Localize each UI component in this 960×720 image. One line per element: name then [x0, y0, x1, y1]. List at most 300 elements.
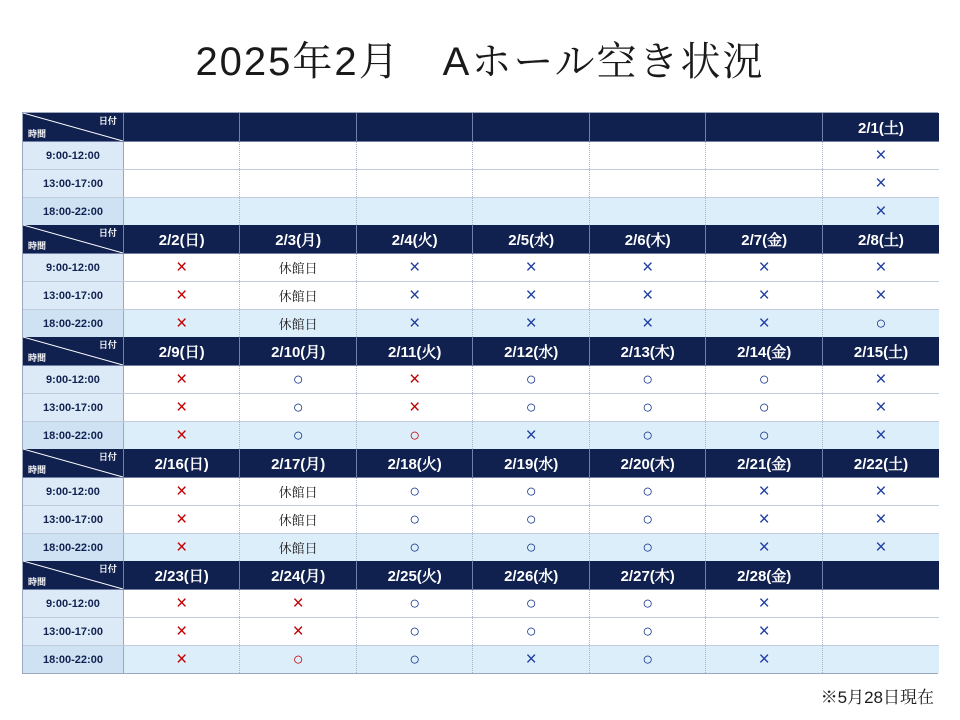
- availability-cell[interactable]: [589, 618, 706, 646]
- cell-available: ○: [875, 312, 887, 333]
- cell-available: ○: [409, 536, 421, 557]
- availability-cell[interactable]: [473, 254, 590, 282]
- availability-cell[interactable]: [240, 282, 357, 310]
- cell-closed: 休館日: [278, 288, 318, 304]
- availability-tables: [22, 112, 938, 674]
- availability-cell[interactable]: [473, 170, 590, 198]
- cell-closed: 休館日: [278, 260, 318, 276]
- cell-available: ○: [642, 620, 654, 641]
- availability-cell[interactable]: [356, 534, 473, 562]
- availability-cell[interactable]: [123, 478, 240, 506]
- header-date-label: 日付: [98, 228, 117, 238]
- cell-empty: [762, 147, 766, 164]
- cell-unavailable: ×: [875, 508, 887, 530]
- availability-cell[interactable]: [706, 282, 823, 310]
- availability-cell[interactable]: [473, 478, 590, 506]
- availability-cell[interactable]: [123, 310, 240, 338]
- cell-available: ○: [642, 480, 654, 501]
- table-row: [23, 478, 939, 506]
- availability-cell[interactable]: [589, 422, 706, 450]
- availability-cell[interactable]: [123, 590, 240, 618]
- week-table: [23, 449, 939, 561]
- table-row: [23, 394, 939, 422]
- availability-cell[interactable]: [589, 282, 706, 310]
- cell-unavailable: ×: [875, 200, 887, 222]
- cell-unavailable: ×: [525, 424, 537, 446]
- time-slot-label: 9:00-12:00: [23, 254, 123, 282]
- availability-cell[interactable]: [589, 394, 706, 422]
- header-day-cell: 2/12(水): [473, 337, 590, 366]
- availability-cell[interactable]: [822, 310, 939, 338]
- header-day-cell: 2/3(月): [240, 225, 357, 254]
- cell-unavailable: ×: [758, 648, 770, 670]
- cell-unavailable: ×: [176, 284, 188, 306]
- availability-cell[interactable]: [822, 394, 939, 422]
- availability-cell[interactable]: [589, 478, 706, 506]
- cell-empty: [179, 147, 183, 164]
- page-title: 2025年2月 Aホール空き状況: [195, 40, 765, 84]
- header-day-cell: 2/13(木): [589, 337, 706, 366]
- availability-cell[interactable]: [822, 282, 939, 310]
- availability-cell[interactable]: [123, 646, 240, 674]
- availability-cell[interactable]: [706, 170, 823, 198]
- cell-unavailable: ×: [176, 312, 188, 334]
- availability-cell[interactable]: [822, 170, 939, 198]
- time-slot-label: 13:00-17:00: [23, 282, 123, 310]
- cell-available: ○: [642, 648, 654, 669]
- availability-cell[interactable]: [356, 394, 473, 422]
- cell-unavailable: ×: [758, 536, 770, 558]
- cell-available: ○: [409, 648, 421, 669]
- week-table: [23, 225, 939, 337]
- cell-closed: 休館日: [278, 316, 318, 332]
- week-table: [23, 113, 939, 225]
- time-slot-label: 18:00-22:00: [23, 534, 123, 562]
- availability-cell[interactable]: [589, 506, 706, 534]
- cell-available: ○: [409, 620, 421, 641]
- availability-cell[interactable]: [822, 646, 939, 674]
- time-slot-label: 18:00-22:00: [23, 198, 123, 226]
- header-day-cell: [822, 561, 939, 590]
- cell-unavailable: ×: [875, 396, 887, 418]
- availability-cell[interactable]: [240, 422, 357, 450]
- cell-unavailable: ×: [875, 368, 887, 390]
- availability-cell[interactable]: [473, 310, 590, 338]
- time-slot-label: 9:00-12:00: [23, 590, 123, 618]
- cell-unavailable: ×: [176, 592, 188, 614]
- cell-available: ○: [409, 424, 421, 445]
- availability-cell[interactable]: [123, 198, 240, 226]
- availability-cell[interactable]: [356, 422, 473, 450]
- availability-cell[interactable]: [123, 282, 240, 310]
- cell-unavailable: ×: [176, 256, 188, 278]
- cell-unavailable: ×: [642, 256, 654, 278]
- cell-available: ○: [292, 368, 304, 389]
- time-slot-label: 13:00-17:00: [23, 506, 123, 534]
- cell-unavailable: ×: [875, 480, 887, 502]
- cell-unavailable: ×: [176, 368, 188, 390]
- table-row: [23, 254, 939, 282]
- cell-empty: [296, 203, 300, 220]
- header-date-label: 日付: [98, 452, 117, 462]
- header-day-cell: 2/19(水): [473, 449, 590, 478]
- availability-cell[interactable]: [706, 478, 823, 506]
- cell-available: ○: [525, 592, 537, 613]
- header-time-label: 時間: [28, 353, 47, 363]
- cell-unavailable: ×: [642, 284, 654, 306]
- cell-unavailable: ×: [642, 312, 654, 334]
- availability-cell[interactable]: [473, 618, 590, 646]
- cell-available: ○: [292, 396, 304, 417]
- availability-cell[interactable]: [473, 590, 590, 618]
- availability-cell[interactable]: [822, 590, 939, 618]
- header-corner: [23, 449, 123, 478]
- table-row: [23, 646, 939, 674]
- availability-cell[interactable]: [706, 422, 823, 450]
- time-slot-label: 18:00-22:00: [23, 310, 123, 338]
- time-slot-label: 18:00-22:00: [23, 422, 123, 450]
- cell-empty: [179, 175, 183, 192]
- cell-unavailable: ×: [176, 536, 188, 558]
- availability-cell[interactable]: [706, 254, 823, 282]
- availability-cell[interactable]: [706, 366, 823, 394]
- cell-available: ○: [409, 592, 421, 613]
- cell-unavailable: ×: [875, 144, 887, 166]
- cell-unavailable: ×: [758, 480, 770, 502]
- cell-available: ○: [525, 480, 537, 501]
- cell-empty: [529, 203, 533, 220]
- header-day-cell: [706, 113, 823, 142]
- cell-available: ○: [409, 480, 421, 501]
- availability-cell[interactable]: [473, 506, 590, 534]
- availability-cell[interactable]: [356, 478, 473, 506]
- cell-unavailable: ×: [409, 368, 421, 390]
- availability-cell[interactable]: [822, 618, 939, 646]
- cell-available: ○: [642, 368, 654, 389]
- header-day-cell: 2/20(木): [589, 449, 706, 478]
- footnote: ※5月28日現在: [820, 688, 934, 707]
- header-day-cell: 2/5(水): [473, 225, 590, 254]
- table-row: [23, 198, 939, 226]
- cell-empty: [179, 203, 183, 220]
- availability-cell[interactable]: [822, 422, 939, 450]
- table-header-row: [23, 113, 939, 142]
- availability-cell[interactable]: [473, 422, 590, 450]
- cell-empty: [412, 203, 416, 220]
- cell-closed: 休館日: [278, 484, 318, 500]
- header-day-cell: 2/28(金): [706, 561, 823, 590]
- table-row: [23, 170, 939, 198]
- cell-unavailable: ×: [758, 312, 770, 334]
- availability-cell[interactable]: [123, 422, 240, 450]
- cell-available: ○: [758, 424, 770, 445]
- cell-unavailable: ×: [176, 424, 188, 446]
- header-day-cell: 2/21(金): [706, 449, 823, 478]
- cell-available: ○: [525, 368, 537, 389]
- availability-cell[interactable]: [473, 282, 590, 310]
- cell-unavailable: ×: [525, 312, 537, 334]
- header-day-cell: 2/22(土): [822, 449, 939, 478]
- cell-empty: [762, 203, 766, 220]
- availability-cell[interactable]: [240, 478, 357, 506]
- cell-available: ○: [525, 396, 537, 417]
- cell-empty: [645, 175, 649, 192]
- table-row: [23, 282, 939, 310]
- cell-unavailable: ×: [758, 284, 770, 306]
- cell-closed: 休館日: [278, 540, 318, 556]
- cell-unavailable: ×: [409, 256, 421, 278]
- header-day-cell: 2/2(日): [123, 225, 240, 254]
- cell-unavailable: ×: [176, 508, 188, 530]
- header-day-cell: [240, 113, 357, 142]
- cell-unavailable: ×: [758, 508, 770, 530]
- cell-available: ○: [292, 648, 304, 669]
- header-day-cell: 2/25(火): [356, 561, 473, 590]
- availability-cell[interactable]: [822, 366, 939, 394]
- table-row: [23, 422, 939, 450]
- header-day-cell: 2/15(土): [822, 337, 939, 366]
- cell-unavailable: ×: [758, 592, 770, 614]
- availability-cell[interactable]: [123, 142, 240, 170]
- availability-cell[interactable]: [706, 198, 823, 226]
- table-row: [23, 142, 939, 170]
- availability-cell[interactable]: [473, 198, 590, 226]
- header-day-cell: 2/16(日): [123, 449, 240, 478]
- cell-unavailable: ×: [176, 480, 188, 502]
- availability-cell[interactable]: [356, 254, 473, 282]
- availability-cell[interactable]: [356, 310, 473, 338]
- availability-cell[interactable]: [473, 366, 590, 394]
- availability-cell[interactable]: [356, 506, 473, 534]
- cell-empty: [412, 147, 416, 164]
- header-day-cell: 2/27(木): [589, 561, 706, 590]
- cell-unavailable: ×: [525, 648, 537, 670]
- cell-unavailable: ×: [875, 256, 887, 278]
- cell-available: ○: [642, 396, 654, 417]
- availability-cell[interactable]: [473, 142, 590, 170]
- availability-cell[interactable]: [356, 646, 473, 674]
- cell-available: ○: [758, 396, 770, 417]
- time-slot-label: 9:00-12:00: [23, 366, 123, 394]
- table-row: [23, 506, 939, 534]
- header-corner: [23, 225, 123, 254]
- availability-cell[interactable]: [589, 198, 706, 226]
- availability-cell[interactable]: [589, 170, 706, 198]
- availability-cell[interactable]: [240, 142, 357, 170]
- time-slot-label: 13:00-17:00: [23, 618, 123, 646]
- availability-cell[interactable]: [822, 534, 939, 562]
- availability-cell[interactable]: [706, 142, 823, 170]
- availability-cell[interactable]: [822, 478, 939, 506]
- header-day-cell: 2/8(土): [822, 225, 939, 254]
- header-time-label: 時間: [28, 577, 47, 587]
- availability-cell[interactable]: [356, 366, 473, 394]
- header-day-cell: 2/1(土): [822, 113, 939, 142]
- availability-cell[interactable]: [123, 254, 240, 282]
- cell-unavailable: ×: [875, 172, 887, 194]
- cell-unavailable: ×: [875, 284, 887, 306]
- cell-unavailable: ×: [758, 256, 770, 278]
- availability-cell[interactable]: [123, 506, 240, 534]
- availability-cell[interactable]: [123, 534, 240, 562]
- availability-cell[interactable]: [822, 254, 939, 282]
- cell-unavailable: ×: [409, 312, 421, 334]
- cell-empty: [529, 147, 533, 164]
- availability-cell[interactable]: [589, 366, 706, 394]
- time-slot-label: 9:00-12:00: [23, 142, 123, 170]
- availability-cell[interactable]: [240, 534, 357, 562]
- week-table: [23, 337, 939, 449]
- time-slot-label: 9:00-12:00: [23, 478, 123, 506]
- availability-cell[interactable]: [589, 534, 706, 562]
- cell-unavailable: ×: [525, 284, 537, 306]
- cell-available: ○: [292, 424, 304, 445]
- header-day-cell: 2/6(木): [589, 225, 706, 254]
- time-slot-label: 13:00-17:00: [23, 394, 123, 422]
- header-day-cell: 2/24(月): [240, 561, 357, 590]
- cell-available: ○: [642, 536, 654, 557]
- availability-cell[interactable]: [706, 646, 823, 674]
- availability-cell[interactable]: [589, 590, 706, 618]
- availability-cell[interactable]: [356, 170, 473, 198]
- availability-cell[interactable]: [240, 394, 357, 422]
- cell-closed: 休館日: [278, 512, 318, 528]
- cell-empty: [879, 651, 883, 668]
- header-day-cell: 2/17(月): [240, 449, 357, 478]
- header-day-cell: 2/23(日): [123, 561, 240, 590]
- cell-empty: [296, 147, 300, 164]
- availability-cell[interactable]: [356, 198, 473, 226]
- cell-unavailable: ×: [176, 648, 188, 670]
- cell-available: ○: [525, 620, 537, 641]
- header-time-label: 時間: [28, 465, 47, 475]
- cell-empty: [529, 175, 533, 192]
- table-row: [23, 366, 939, 394]
- availability-cell[interactable]: [356, 618, 473, 646]
- header-day-cell: [356, 113, 473, 142]
- table-header-row: [23, 561, 939, 590]
- header-day-cell: 2/10(月): [240, 337, 357, 366]
- availability-cell[interactable]: [240, 170, 357, 198]
- availability-cell[interactable]: [240, 254, 357, 282]
- availability-cell[interactable]: [123, 366, 240, 394]
- availability-cell[interactable]: [473, 646, 590, 674]
- availability-cell[interactable]: [356, 282, 473, 310]
- cell-unavailable: ×: [292, 620, 304, 642]
- availability-cell[interactable]: [240, 310, 357, 338]
- cell-available: ○: [409, 508, 421, 529]
- table-header-row: [23, 337, 939, 366]
- availability-cell[interactable]: [123, 394, 240, 422]
- cell-empty: [879, 595, 883, 612]
- availability-cell[interactable]: [822, 506, 939, 534]
- availability-cell[interactable]: [473, 534, 590, 562]
- availability-cell[interactable]: [706, 506, 823, 534]
- table-row: [23, 618, 939, 646]
- cell-available: ○: [642, 424, 654, 445]
- header-date-label: 日付: [98, 116, 117, 126]
- table-row: [23, 534, 939, 562]
- availability-cell[interactable]: [706, 534, 823, 562]
- availability-cell[interactable]: [240, 590, 357, 618]
- cell-unavailable: ×: [875, 536, 887, 558]
- availability-cell[interactable]: [356, 142, 473, 170]
- cell-available: ○: [758, 368, 770, 389]
- table-header-row: [23, 449, 939, 478]
- header-day-cell: [123, 113, 240, 142]
- cell-available: ○: [642, 592, 654, 613]
- availability-cell[interactable]: [356, 590, 473, 618]
- header-day-cell: 2/7(金): [706, 225, 823, 254]
- table-row: [23, 590, 939, 618]
- week-table: [23, 561, 939, 673]
- availability-cell[interactable]: [589, 142, 706, 170]
- availability-cell[interactable]: [706, 394, 823, 422]
- availability-cell[interactable]: [240, 366, 357, 394]
- cell-unavailable: ×: [875, 424, 887, 446]
- availability-cell[interactable]: [822, 142, 939, 170]
- availability-cell[interactable]: [706, 618, 823, 646]
- cell-unavailable: ×: [176, 396, 188, 418]
- cell-empty: [762, 175, 766, 192]
- availability-cell[interactable]: [589, 310, 706, 338]
- header-time-label: 時間: [28, 129, 47, 139]
- cell-available: ○: [525, 508, 537, 529]
- cell-empty: [879, 623, 883, 640]
- header-corner: [23, 561, 123, 590]
- cell-empty: [412, 175, 416, 192]
- cell-unavailable: ×: [292, 592, 304, 614]
- table-row: [23, 310, 939, 338]
- header-day-cell: 2/26(水): [473, 561, 590, 590]
- cell-empty: [645, 147, 649, 164]
- cell-available: ○: [642, 508, 654, 529]
- availability-cell[interactable]: [240, 506, 357, 534]
- availability-cell[interactable]: [240, 618, 357, 646]
- time-slot-label: 18:00-22:00: [23, 646, 123, 674]
- header-day-cell: 2/9(日): [123, 337, 240, 366]
- cell-unavailable: ×: [409, 396, 421, 418]
- availability-cell[interactable]: [822, 198, 939, 226]
- cell-empty: [645, 203, 649, 220]
- availability-cell[interactable]: [589, 646, 706, 674]
- availability-cell[interactable]: [240, 198, 357, 226]
- header-day-cell: 2/4(火): [356, 225, 473, 254]
- cell-unavailable: ×: [525, 256, 537, 278]
- table-header-row: [23, 225, 939, 254]
- header-day-cell: 2/18(火): [356, 449, 473, 478]
- header-time-label: 時間: [28, 241, 47, 251]
- availability-cell[interactable]: [706, 590, 823, 618]
- header-date-label: 日付: [98, 564, 117, 574]
- header-corner: [23, 337, 123, 366]
- availability-cell[interactable]: [123, 170, 240, 198]
- header-day-cell: [589, 113, 706, 142]
- cell-unavailable: ×: [176, 620, 188, 642]
- header-date-label: 日付: [98, 340, 117, 350]
- time-slot-label: 13:00-17:00: [23, 170, 123, 198]
- availability-cell[interactable]: [123, 618, 240, 646]
- availability-cell[interactable]: [589, 254, 706, 282]
- header-day-cell: [473, 113, 590, 142]
- cell-available: ○: [525, 536, 537, 557]
- availability-cell[interactable]: [706, 310, 823, 338]
- availability-cell[interactable]: [240, 646, 357, 674]
- cell-empty: [296, 175, 300, 192]
- cell-unavailable: ×: [758, 620, 770, 642]
- header-day-cell: 2/11(火): [356, 337, 473, 366]
- availability-cell[interactable]: [473, 394, 590, 422]
